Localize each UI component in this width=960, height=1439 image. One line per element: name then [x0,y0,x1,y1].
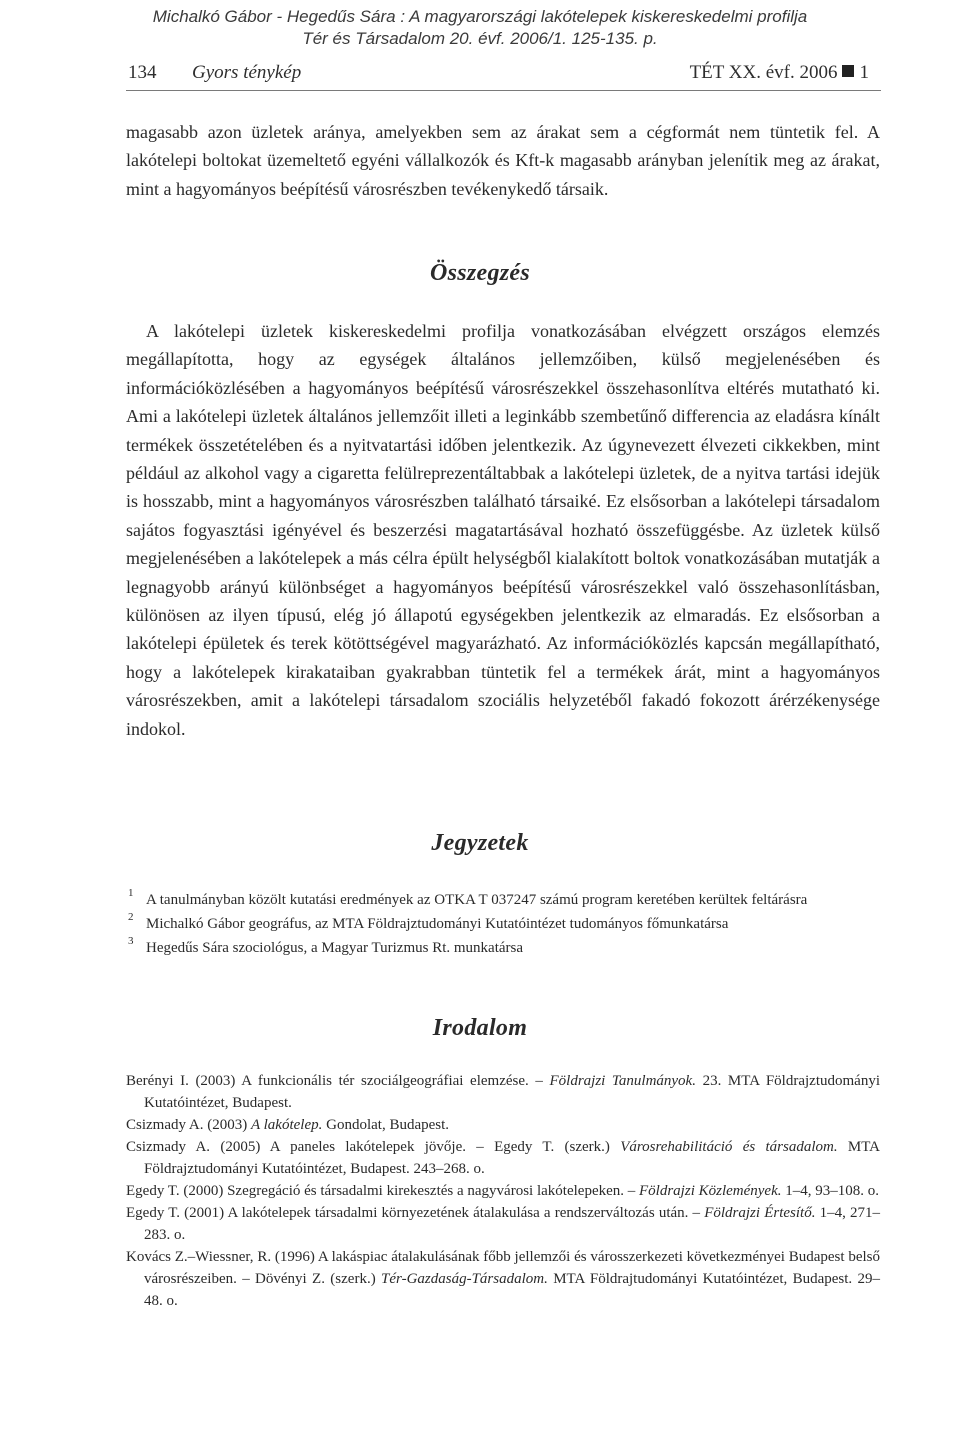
reference-source-title: Földrajzi Értesítő. [704,1205,816,1221]
source-citation [0,6,960,50]
reference-item [126,1114,880,1136]
section-heading-summary: Összegzés [429,260,531,286]
footnote-item [126,936,880,960]
reference-item [126,1136,880,1180]
citation-journal-details: Tér és Társadalom 20. évf. 2006/1. 125-135. p. [302,29,658,48]
reference-text: MTA Földrajtudományi Kutatóintézet, Budapest. 29–48. o. [144,1271,880,1309]
reference-source-title: A lakótelep. [251,1117,323,1133]
square-separator-icon [842,65,854,77]
reference-text: Csizmady A. (2003) [126,1117,251,1133]
reference-item [126,1180,880,1202]
reference-source-title: Földrajzi Tanulmányok. [549,1073,696,1089]
section-heading-notes: Jegyzetek [431,830,529,856]
reference-text: MTA Földrajztudományi Kutatóintézet, Budapest. 243–268. o. [144,1139,880,1177]
body-paragraph-summary: A lakótelepi üzletek kiskereskedelmi profilja vonatkozásában elvégzett országos elemzés megállapította, hogy az egységek általános jellemzőiben, külső megjelenésében és információközlésében a hagyományos beépítésű városrészekkel összehasonlítva eltérés mutatható ki. Ami a lakótelepi üzletek általános jellemzőit illeti a leginkább szembetűnő differencia az eladásra kínált termékek összetételében és a nyitvatartási időben jelentkezik. Az úgynevezett élvezeti cikkekben, mint például az alkohol vagy a cigaretta felülreprezentáltabbak a lakótelepi üzletek, de a nyitva tartási idejük is hosszabb, mint a hagyományos városrészben található társaiké. Ez elsősorban a lakótelepi társadalom sajátos fogyasztási igényével és beszerzési magatartásával hozható összefüggésbe. Az üzletek külső megjelenésében a lakótelepek a más célra épült helységből kialakított boltok vonatkozásában mutatják a legnagyobb arányú különbséget a hagyományos beépítésű városrészekkel való összehasonlításban, különösen az ilyen típusú, elég jó állapotú egységekben jelentkezik az elmaradás. Ez elsősorban a lakótelepi épületek és terek kötöttségével magyarázható. Az információközlés kapcsán megállapítható, hogy a lakótelepek kirakataiban gyakrabban tüntetik fel a termékek árát, mint a hagyományos városrészekben, amit a lakótelepi társadalom szociális helyzetéből fakadó fokozott árérzékenysége indokol. [126,321,880,739]
body-paragraph-1: magasabb azon üzletek aránya, amelyekben sem az árakat sem a cégformát nem tüntetik fel. A lakótelepi boltokat üzemeltető egyéni vállalkozók és Kft-k magasabb arányban jelenítik meg az árakat, mint a hagyományos beépítésű városrészben tevékenykedő társaik. [126,122,880,199]
reference-text: Csizmady A. (2005) A paneles lakótelepek jövője. – Egedy T. (szerk.) [126,1139,621,1155]
footnote-number: 1 [128,887,134,899]
footnote-text: Hegedűs Sára szociológus, a Magyar Turizmus Rt. munkatársa [146,940,524,956]
footnote-item [126,912,880,936]
footnote-number: 2 [128,911,134,923]
footnote-item [126,888,880,912]
reference-source-title: Földrajzi Közlemények. [639,1183,782,1199]
reference-text: Berényi I. (2003) A funkcionális tér szociálgeográfiai elemzése. – [126,1073,550,1089]
reference-text: Kovács Z.–Wiessner, R. (1996) A lakáspiac átalakulásának főbb jellemzői és városszerkezeti következményei Budapest belső városrészeiben. – Dövényi Z. (szerk.) [126,1249,880,1287]
reference-text: 1–4, 93–108. o. [781,1183,879,1199]
footnotes-list [126,888,880,960]
reference-text: Gondolat, Budapest. [322,1117,450,1133]
footnote-text: A tanulmányban közölt kutatási eredmények az OTKA T 037247 számú program keretében kerültek feltárásra [146,892,808,908]
reference-source-title: Tér-Gazdaság-Társadalom. [381,1271,548,1287]
reference-text: 1–4, 271–283. o. [144,1205,881,1243]
reference-item [126,1202,880,1246]
reference-text: Egedy T. (2001) A lakótelepek társadalmi környezetének átalakulása a rendszerváltozás után. – [126,1205,705,1221]
issue-number: 1 [859,62,869,83]
footnote-number: 3 [128,935,134,947]
reference-list [126,1070,880,1312]
journal-issue [690,62,869,84]
running-head [126,62,881,91]
reference-source-title: Városrehabilitáció és társadalom. [620,1139,838,1155]
footnote-text: Michalkó Gábor geográfus, az MTA Földrajztudományi Kutatóintézet tudományos főmunkatársa [146,916,729,932]
rubric-title: Gyors ténykép [192,62,302,83]
section-heading-references: Irodalom [432,1015,528,1041]
journal-volume: TÉT XX. évf. 2006 [689,62,838,83]
page-number: 134 [128,62,157,83]
reference-item [126,1070,880,1114]
citation-authors-title: Michalkó Gábor - Hegedűs Sára : A magyarországi lakótelepek kiskereskedelmi profilja [152,7,808,26]
reference-text: Egedy T. (2000) Szegregáció és társadalmi kirekesztés a nagyvárosi lakótelepeken. – [126,1183,640,1199]
reference-item [126,1246,880,1312]
reference-text: 23. MTA Földrajztudományi Kutatóintézet, Budapest. [144,1073,880,1111]
